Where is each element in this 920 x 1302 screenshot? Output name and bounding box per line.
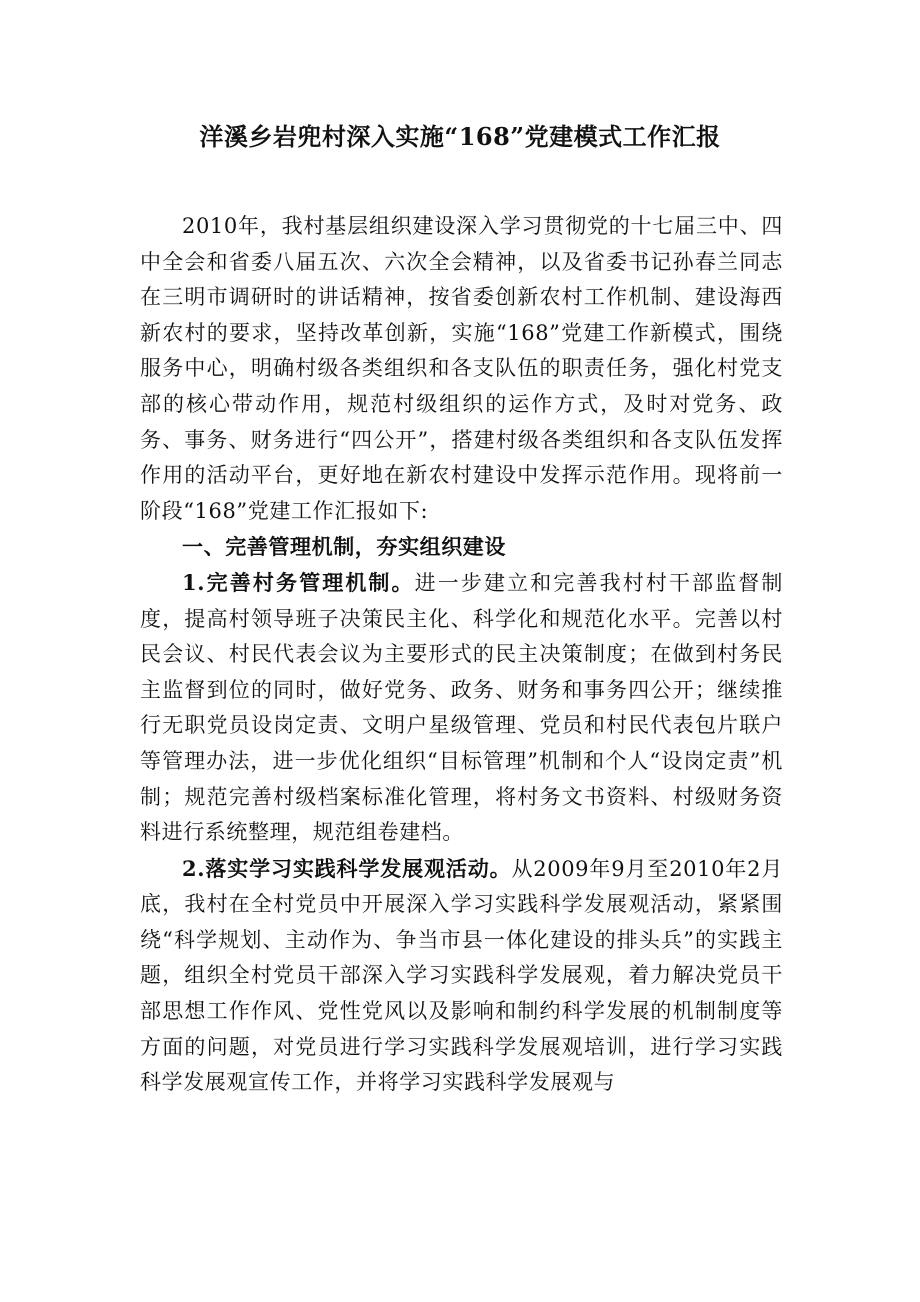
- document-body: [140, 209, 783, 1101]
- item-1-lead: 1.完善村务管理机制。: [182, 569, 415, 595]
- item-2-paragraph: [140, 851, 783, 1101]
- item-2-lead: 2.落实学习实践科学发展观活动。: [182, 855, 512, 881]
- item-1-paragraph: [140, 565, 783, 851]
- item-1-text: 进一步建立和完善我村村干部监督制度，提高村领导班子决策民主化、科学化和规范化水平。完善以村民会议、村民代表会议为主要形式的民主决策制度；在做到村务民主监督到位的同时，做好党务、政务、财务和事务四公开；继续推行无职党员设岗定责、文明户星级管理、党员和村民代表包片联户等管理办法，进一步优化组织“目标管理”机制和个人“设岗定责”机制；规范完善村级档案标准化管理，将村务文书资料、村级财务资料进行系统整理，规范组卷建档。: [140, 570, 783, 845]
- section-heading: 一、完善管理机制，夯实组织建设: [182, 534, 506, 560]
- item-2-text: 从2009年9月至2010年2月底，我村在全村党员中开展深入学习实践科学发展观活动，紧紧围绕“科学规划、主动作为、争当市县一体化建设的排头兵”的实践主题，组织全村党员干部深入学习实践科学发展观，着力解决党员干部思想工作作风、党性党风以及影响和制约科学发展的机制制度等方面的问题，对党员进行学习实践科学发展观培训，进行学习实践科学发展观宣传工作，并将学习实践科学发展观与: [140, 856, 783, 1095]
- intro-paragraph: 2010年，我村基层组织建设深入学习贯彻党的十七届三中、四中全会和省委八届五次、六次全会精神，以及省委书记孙春兰同志在三明市调研时的讲话精神，按省委创新农村工作机制、建设海西新农村的要求，坚持改革创新，实施“168”党建工作新模式，围绕服务中心，明确村级各类组织和各支队伍的职责任务，强化村党支部的核心带动作用，规范村级组织的运作方式，及时对党务、政务、事务、财务进行“四公开”，搭建村级各类组织和各支队伍发挥作用的活动平台，更好地在新农村建设中发挥示范作用。现将前一阶段“168”党建工作汇报如下:: [140, 214, 783, 523]
- document-title: 洋溪乡岩兜村深入实施“168”党建模式工作汇报: [199, 122, 721, 151]
